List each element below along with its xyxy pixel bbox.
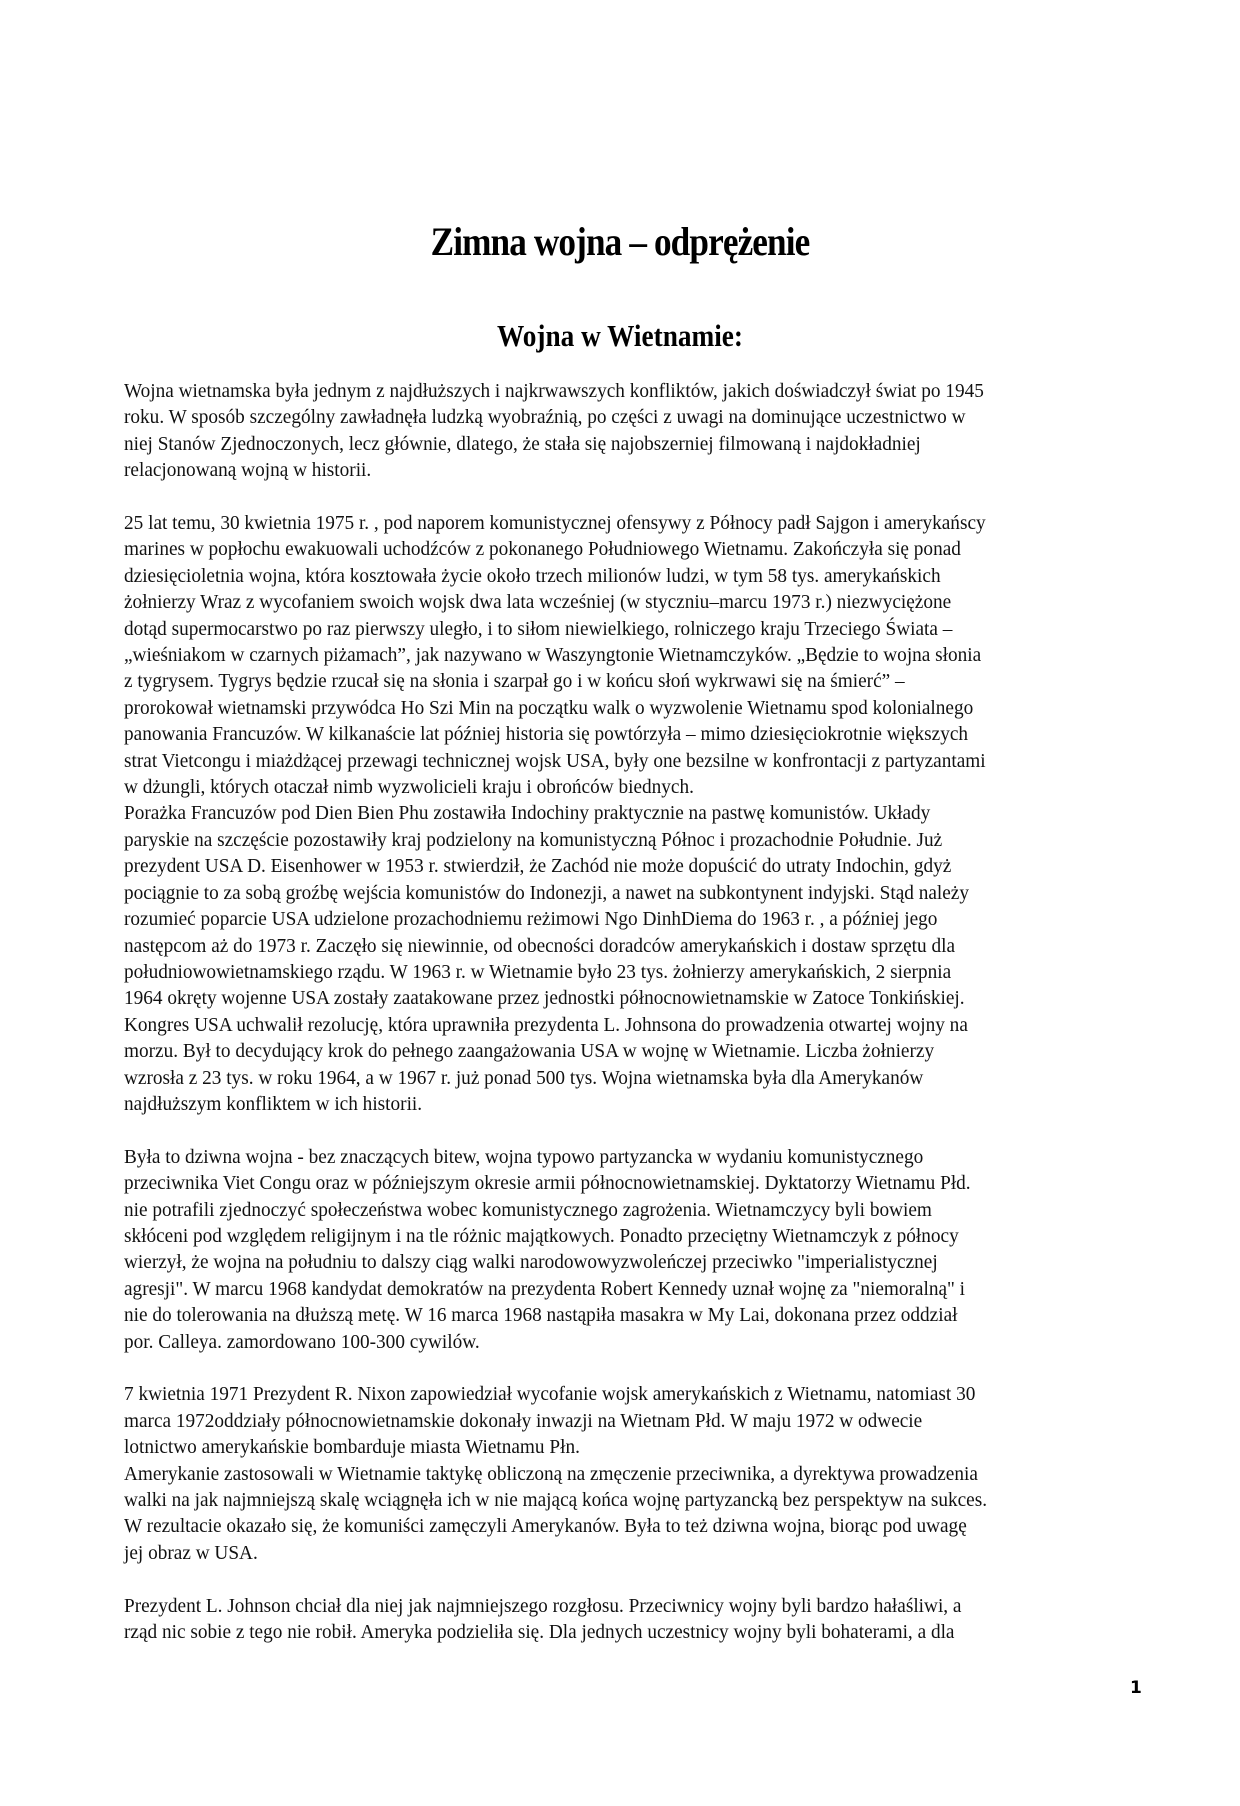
text-line: nie do tolerowania na dłuższą metę. W 16 marca 1968 nastąpiła masakra w My Lai, dokonana przez oddział [124, 1304, 958, 1327]
paragraph [124, 1461, 1164, 1567]
text-line: dotąd supermocarstwo po raz pierwszy uległo, i to siłom niewielkiego, rolniczego kraju Trzeciego Świata – [124, 617, 953, 640]
text-line: walki na jak najmniejszą skalę wciągnęła ich w nie mającą końca wojnę partyzancką bez perspektyw na sukces. [124, 1489, 988, 1512]
text-line: prorokował wietnamski przywódca Ho Szi Min na początku walk o wyzwolenie Wietnamu spod kolonialnego [124, 696, 974, 719]
text-line: dziesięcioletnia wojna, która kosztowała życie około trzech milionów ludzi, w tym 58 tys. amerykańskich [124, 564, 941, 587]
text-line: jej obraz w USA. [124, 1541, 258, 1564]
text-line: rozumieć poparcie USA udzielone prozachodniemu reżimowi Ngo DinhDiema do 1963 r. , a później jego [124, 908, 938, 931]
text-line: w dżungli, których otaczał nimb wyzwolicieli kraju i obrońców biednych. [124, 776, 694, 799]
text-line: 25 lat temu, 30 kwietnia 1975 r. , pod naporem komunistycznej ofensywy z Północy padł Sajgon i amerykańscy [124, 512, 986, 535]
text-line: paryskie na szczęście pozostawiły kraj podzielony na komunistyczną Północ i prozachodnie Południe. Już [124, 828, 943, 851]
text-line: Kongres USA uchwalił rezolucję, która uprawniła prezydenta L. Johnsona do prowadzenia otwartej wojny na [124, 1013, 968, 1036]
text-line: Porażka Francuzów pod Dien Bien Phu zostawiła Indochiny praktycznie na pastwę komunistów. Układy [124, 802, 931, 825]
text-line: strat Vietcongu i miażdżącej przewagi technicznej wojsk USA, były one bezsilne w konfrontacji z partyzantami [124, 749, 986, 772]
text-line: Prezydent L. Johnson chciał dla niej jak najmniejszego rozgłosu. Przeciwnicy wojny byli bardzo hałaśliwi, a [124, 1594, 962, 1617]
text-line: następcom aż do 1973 r. Zaczęło się niewinnie, od obecności doradców amerykańskich i dostaw sprzętu dla [124, 934, 956, 957]
text-line: roku. W sposób szczególny zawładnęła ludzką wyobraźnią, po części z uwagi na dominujące uczestnictwo w [124, 406, 966, 429]
text-line: wzrosła z 23 tys. w roku 1964, a w 1967 r. już ponad 500 tys. Wojna wietnamska była dla Amerykanów [124, 1066, 924, 1089]
text-line: W rezultacie okazało się, że komuniści zamęczyli Amerykanów. Była to też dziwna wojna, biorąc pod uwagę [124, 1515, 967, 1538]
text-line: morzu. Był to decydujący krok do pełnego zaangażowania USA w wojnę w Wietnamie. Liczba żołnierzy [124, 1040, 935, 1063]
text-line: por. Calleya. zamordowano 100-300 cywilów. [124, 1330, 480, 1353]
text-line: „wieśniakom w czarnych piżamach”, jak nazywano w Waszyngtonie Wietnamczyków. „Będzie to wojna słonia [124, 644, 982, 667]
document-title: Zimna wojna – odprężenie [430, 219, 810, 264]
text-line: wierzył, że wojna na południu to dalszy ciąg walki narodowowyzwoleńczej przeciwko "imperialistycznej [124, 1251, 938, 1274]
text-line: prezydent USA D. Eisenhower w 1953 r. stwierdził, że Zachód nie może dopuścić do utraty Indochin, gdyż [124, 855, 952, 878]
text-line: Była to dziwna wojna - bez znaczących bitew, wojna typowo partyzancka w wydaniu komunistycznego [124, 1145, 924, 1168]
text-line: południowowietnamskiego rządu. W 1963 r. w Wietnamie było 23 tys. żołnierzy amerykańskich, 2 sierpnia [124, 960, 952, 983]
paragraph [124, 378, 1164, 484]
document-body [124, 378, 1164, 1645]
text-line: panowania Francuzów. W kilkanaście lat później historia się powtórzyła – mimo dziesięciokrotnie większych [124, 723, 969, 746]
text-line: lotnictwo amerykańskie bombarduje miasta Wietnamu Płn. [124, 1436, 580, 1459]
text-line: pociągnie to za sobą groźbę wejścia komunistów do Indonezji, a nawet na subkontynent indyjski. Stąd należy [124, 881, 970, 904]
text-line: 1964 okręty wojenne USA zostały zaatakowane przez jednostki północnowietnamskie w Zatoce Tonkińskiej. [124, 987, 965, 1010]
paragraph [124, 1593, 1164, 1646]
paragraph [124, 1144, 1164, 1355]
section-heading: Wojna w Wietnamie: [496, 318, 744, 353]
text-line: marca 1972oddziały północnowietnamskie dokonały inwazji na Wietnam Płd. W maju 1972 w odwecie [124, 1409, 923, 1432]
text-line: rząd nic sobie z tego nie robił. Ameryka podzieliła się. Dla jednych uczestnicy wojny byli bohaterami, a dla [124, 1621, 955, 1644]
text-line: najdłuższym konfliktem w ich historii. [124, 1092, 423, 1115]
text-line: marines w popłochu ewakuowali uchodźców z pokonanego Południowego Wietnamu. Zakończyła się ponad [124, 538, 961, 561]
text-line: z tygrysem. Tygrys będzie rzucał się na słonia i szarpał go i w końcu słoń wykrwawi się na śmierć” – [124, 670, 905, 693]
paragraph [124, 1381, 1164, 1460]
text-line: żołnierzy Wraz z wycofaniem swoich wojsk dwa lata wcześniej (w styczniu–marcu 1973 r.) niezwyciężone [124, 591, 952, 614]
text-line: nie potrafili zjednoczyć społeczeństwa wobec komunistycznego zagrożenia. Wietnamczycy byli bowiem [124, 1198, 932, 1221]
text-line: relacjonowaną wojną w historii. [124, 459, 372, 482]
text-line: Wojna wietnamska była jednym z najdłuższych i najkrwawszych konfliktów, jakich doświadczył świat po 1945 [124, 380, 984, 402]
text-line: niej Stanów Zjednoczonych, lecz głównie, dlatego, że stała się najobszerniej filmowaną i najdokładniej [124, 432, 921, 455]
text-line: skłóceni pod względem religijnym i na tle różnic majątkowych. Ponadto przeciętny Wietnamczyk z północy [124, 1224, 959, 1247]
paragraph [124, 800, 1164, 1117]
paragraph [124, 510, 1164, 800]
text-line: przeciwnika Viet Congu oraz w późniejszym okresie armii północnowietnamskiej. Dyktatorzy Wietnamu Płd. [124, 1172, 971, 1195]
text-line: agresji". W marcu 1968 kandydat demokratów na prezydenta Robert Kennedy uznał wojnę za "niemoralną" i [124, 1277, 966, 1300]
page-number: 1 [1130, 1678, 1142, 1698]
text-line: Amerykanie zastosowali w Wietnamie taktykę obliczoną na zmęczenie przeciwnika, a dyrektywa prowadzenia [124, 1462, 978, 1485]
text-line: 7 kwietnia 1971 Prezydent R. Nixon zapowiedział wycofanie wojsk amerykańskich z Wietnamu, natomiast 30 [124, 1383, 976, 1406]
